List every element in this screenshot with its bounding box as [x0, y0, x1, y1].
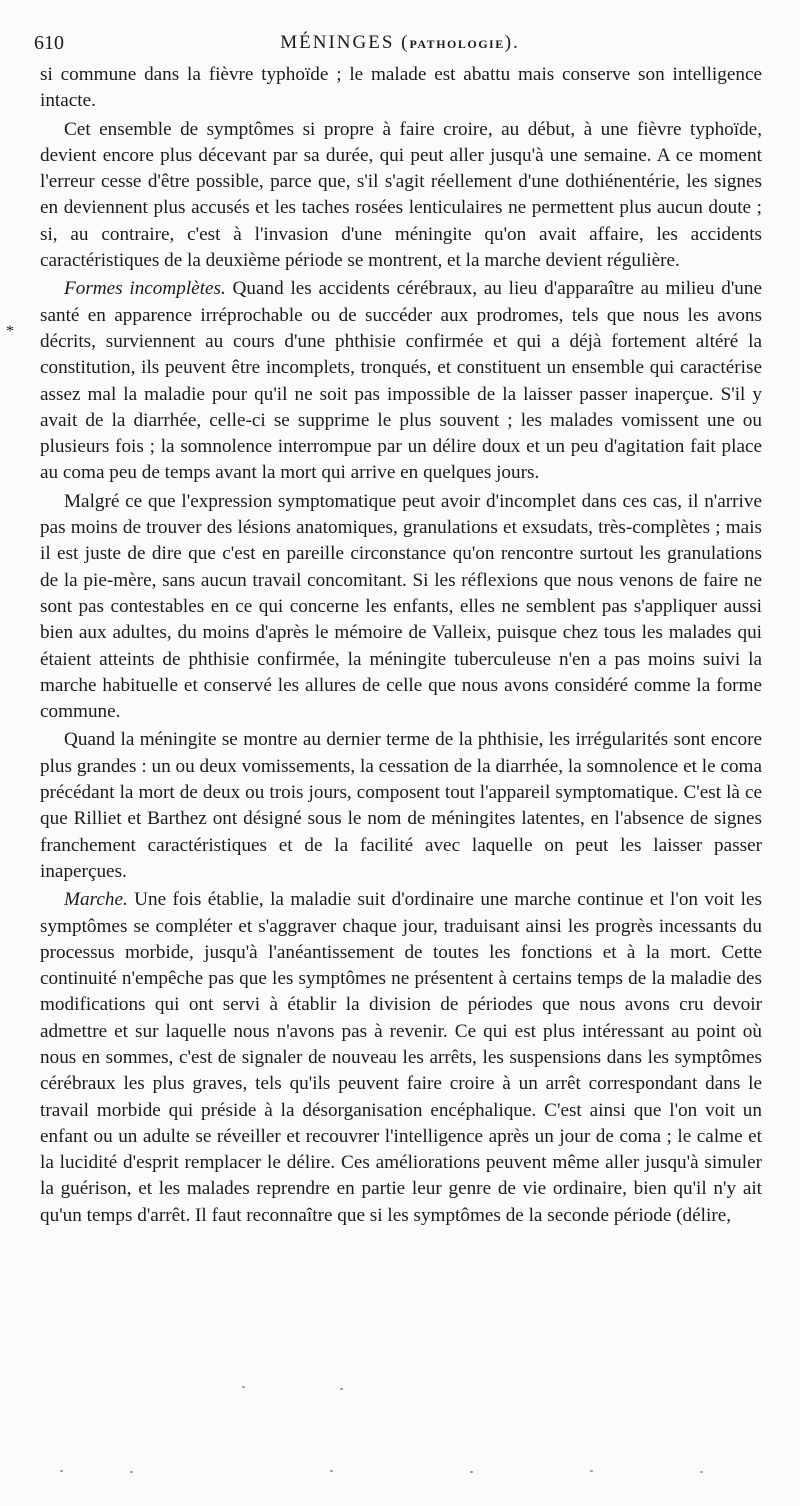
paragraph [40, 489, 762, 726]
paragraph [40, 62, 762, 115]
paragraph-formes-incompletes [40, 276, 762, 486]
running-title [34, 32, 766, 54]
running-title-close: ). [504, 32, 520, 53]
running-title-subtitle: PATHOLOGIE [409, 37, 505, 51]
paragraph-text: Quand les accidents cérébraux, au lieu d'apparaître au milieu d'une santé en apparence irréprochable ou de succéder aux prodromes, tels que nous les avons décrits, surviennent au cours d'une phthisie confirmée et qui a déjà fortement altéré la constitution, ils peuvent être incomplets, tronqués, et constituent un ensemble qui caractérise assez mal la maladie pour qu'il ne soit pas impossible de la laisser passer inaperçue. S'il y avait de la diarrhée, celle-ci se supprime le plus souvent ; les malades vomissent une ou plusieurs fois ; la somnolence interrompue par un délire doux et un peu d'agitation fait place au coma peu de temps avant la mort qui arrive en quelques jours. [40, 278, 762, 484]
speck [130, 1471, 133, 1473]
section-lead: Marche. [64, 889, 128, 911]
margin-mark: * [6, 323, 14, 340]
scan-specks [0, 1386, 800, 1486]
paragraph-text: Malgré ce que l'expression symptomatique peut avoir d'incomplet dans ces cas, il n'arrive pas moins de trouver des lésions anatomiques, granulations et exsudats, très-complètes ; mais il est juste de dire que c'est en pareille circonstance qu'on rencontre surtout les granulations de la pie-mère, sans aucun travail concomitant. Si les réflexions que nous venons de faire ne sont pas contestables en ce qui concerne les enfants, elles ne semblent pas s'appliquer aussi bien aux adultes, du moins d'après le mémoire de Valleix, puisque chez tous les malades qui étaient atteints de phthisie confirmée, la méningite tuberculeuse n'en a pas moins suivi la marche habituelle et conservé les allures de celle que nous avons considéré comme la forme commune. [40, 490, 762, 723]
paragraph [40, 117, 762, 275]
speck [470, 1471, 473, 1473]
speck [590, 1470, 593, 1472]
running-title-main: MÉNINGES ( [280, 32, 410, 53]
speck [242, 1386, 245, 1388]
speck [340, 1388, 343, 1390]
speck [700, 1471, 703, 1473]
paragraph [40, 727, 762, 885]
paragraph-marche [40, 887, 762, 1229]
section-lead: Formes incomplètes. [64, 278, 226, 300]
speck [330, 1470, 333, 1472]
paragraph-text: Une fois établie, la maladie suit d'ordinaire une marche continue et l'on voit les symptômes se compléter et s'aggraver chaque jour, traduisant ainsi les progrès incessants du processus morbide, jusqu'à l'anéantissement de toutes les fonctions et à la mort. Cette continuité n'empêche pas que les symptômes ne présentent à certains temps de la maladie des modifications qui ont servi à établir la division de périodes que nous avons cru devoir admettre et sur laquelle nous n'avons pas à revenir. Ce qui est plus intéressant au point où nous en sommes, c'est de signaler de nouveau les arrêts, les suspensions dans les symptômes cérébraux les plus graves, tels qu'ils peuvent faire croire à un arrêt correspondant dans le travail morbide qui préside à la désorganisation encéphalique. C'est ainsi que l'on voit un enfant ou un adulte se réveiller et recouvrer l'intelligence après un jour de coma ; le calme et la lucidité d'esprit remplacer le délire. Ces améliorations peuvent même aller jusqu'à simuler la guérison, et les malades reprendre en partie leur genre de vie ordinaire, bien qu'il n'y ait qu'un temps d'arrêt. Il faut reconnaître que si les symptômes de la seconde période (délire, [40, 889, 762, 1226]
body-text [40, 62, 762, 1229]
paragraph-text: si commune dans la fièvre typhoïde ; le malade est abattu mais conserve son intelligence intacte. [40, 64, 762, 112]
page-number: 610 [34, 32, 64, 54]
speck [60, 1470, 63, 1472]
paragraph-text: Quand la méningite se montre au dernier terme de la phthisie, les irrégularités sont encore plus grandes : un ou deux vomissements, la cessation de la diarrhée, la somnolence et le coma précédant la mort de deux ou trois jours, composent tout l'appareil symptomatique. C'est là ce que Rilliet et Barthez ont désigné sous le nom de méningites latentes, en l'absence de signes franchement caractéristiques et de la facilité avec laquelle on peut les laisser passer inaperçues. [40, 729, 762, 882]
page-header [34, 30, 766, 60]
paragraph-text: Cet ensemble de symptômes si propre à faire croire, au début, à une fièvre typhoïde, devient encore plus décevant par sa durée, qui peut aller jusqu'à une semaine. A ce moment l'erreur cesse d'être possible, parce que, s'il s'agit réellement d'une dothiénentérie, les signes en deviennent plus accusés et les taches rosées lenticulaires ne permettent plus aucun doute ; si, au contraire, c'est à l'invasion d'une méningite qu'on avait affaire, les accidents caractéristiques de la deuxième période se montrent, et la marche devient régulière. [40, 118, 762, 272]
